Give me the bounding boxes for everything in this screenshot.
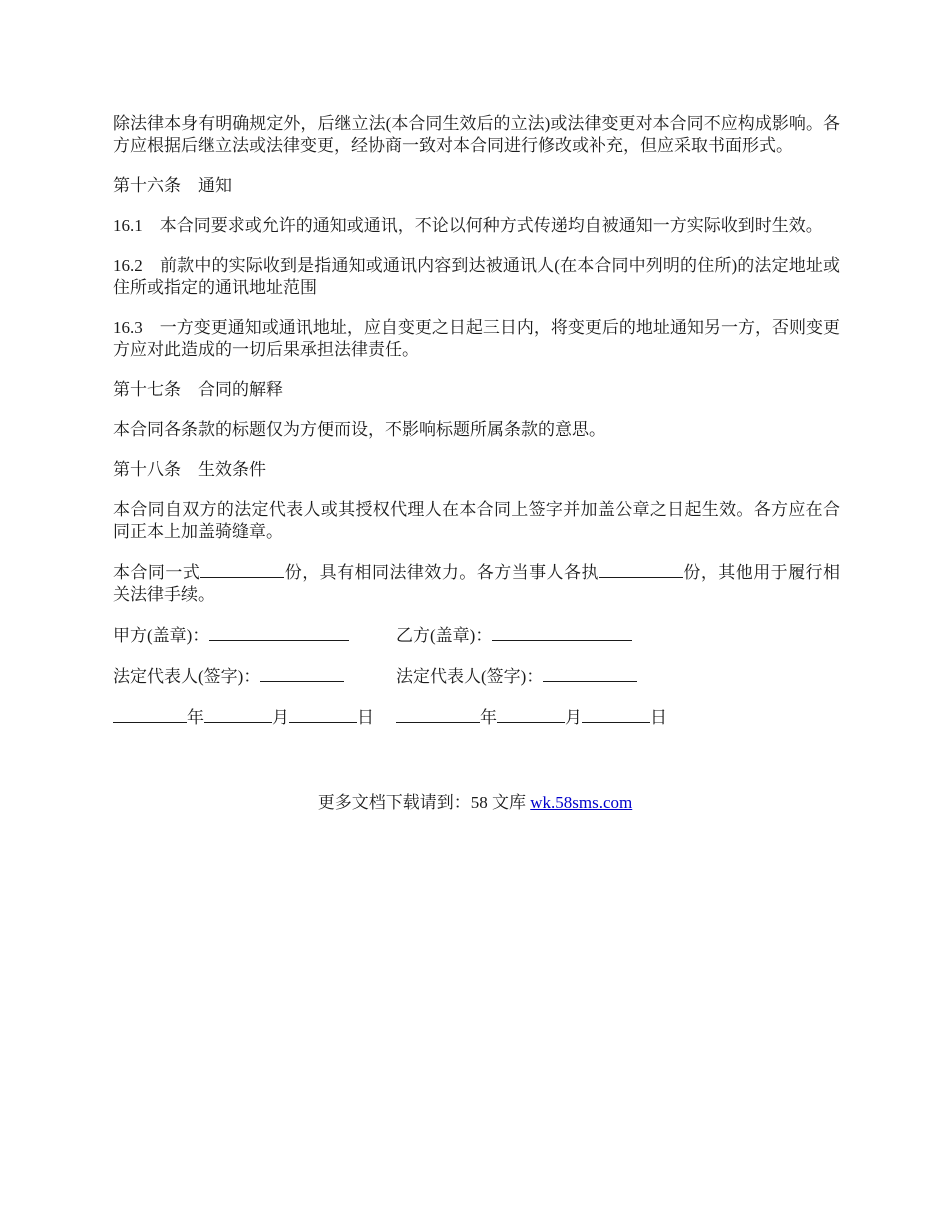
document-page [113,113,840,729]
party-a-month-label: 月 [272,708,289,727]
rep-a-label: 法定代表人(签字)： [113,667,261,686]
article-17-body: 本合同各条款的标题仅为方便而设，不影响标题所属条款的意思。 [113,420,606,439]
rep-b-label: 法定代表人(签字)： [396,667,544,686]
party-b-month-blank [497,706,565,723]
copies-text-1: 本合同一式 [113,563,201,582]
clause-16-2: 16.2 前款中的实际收到是指通知或通讯内容到达被通讯人(在本合同中列明的住所)的法定地址或住所或指定的通讯地址范围 [113,256,840,297]
party-b-date [396,706,667,729]
party-a-label: 甲方(盖章)： [113,626,210,645]
article-18-body: 本合同自双方的法定代表人或其授权代理人在本合同上签字并加盖公章之日起生效。各方应在合同正本上加盖骑缝章。 [113,500,840,541]
party-b-seal [396,624,632,647]
rep-a-signature [113,665,396,688]
rep-b-signature [396,665,637,688]
representative-row [113,665,840,688]
copies-text-3: 份，其他用于履行相关法律手续。 [113,563,841,604]
footer-website-link[interactable]: wk.58sms.com [530,793,633,812]
party-a-day-blank [289,706,357,723]
intro-paragraph: 除法律本身有明确规定外，后继立法(本合同生效后的立法)或法律变更对本合同不应构成影响。各方应根据后继立法或法律变更，经协商一致对本合同进行修改或补充，但应采取书面形式。 [113,114,840,155]
party-a-seal-blank [209,624,349,641]
party-b-day-label: 日 [650,708,667,727]
article-18-heading: 第十八条 生效条件 [113,460,266,479]
party-b-year-blank [396,706,480,723]
rep-a-signature-blank [260,665,344,682]
date-row [113,706,840,729]
copies-text-2: 份，具有相同法律效力。各方当事人各执 [284,563,599,582]
clause-16-1: 16.1 本合同要求或允许的通知或通讯，不论以何种方式传递均自被通知一方实际收到时生效。 [113,216,823,235]
party-b-month-label: 月 [565,708,582,727]
party-a-year-blank [113,706,187,723]
party-b-day-blank [582,706,650,723]
download-footer [0,792,950,814]
party-a-seal [113,624,396,647]
copies-total-blank [200,561,284,578]
footer-text: 更多文档下载请到：58 文库 [317,793,531,812]
copies-paragraph [113,561,840,606]
party-b-seal-blank [492,624,632,641]
copies-each-blank [599,561,683,578]
party-b-label: 乙方(盖章)： [396,626,493,645]
party-b-year-label: 年 [480,708,497,727]
rep-b-signature-blank [543,665,637,682]
party-seal-row [113,624,840,647]
party-a-year-label: 年 [187,708,204,727]
article-16-heading: 第十六条 通知 [113,176,232,195]
article-17-heading: 第十七条 合同的解释 [113,380,283,399]
clause-16-3: 16.3 一方变更通知或通讯地址，应自变更之日起三日内，将变更后的地址通知另一方，否则变更方应对此造成的一切后果承担法律责任。 [113,318,840,359]
party-a-date [113,706,396,729]
party-a-day-label: 日 [357,708,374,727]
party-a-month-blank [204,706,272,723]
